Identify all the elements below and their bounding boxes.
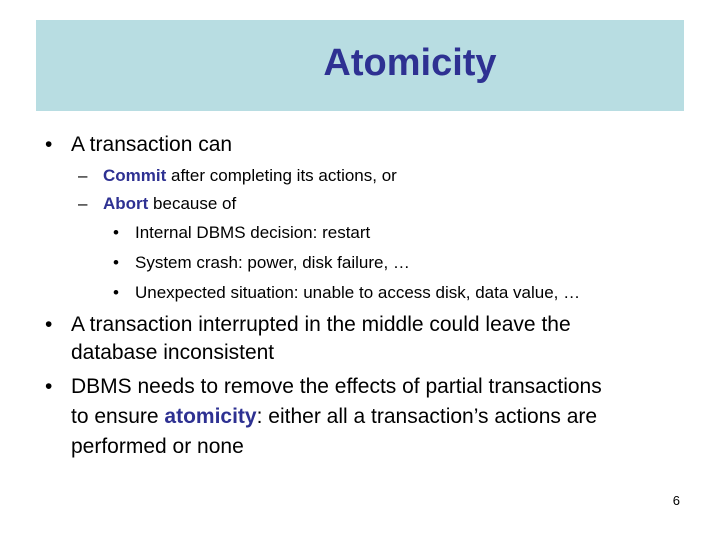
bullet-line-1: DBMS needs to remove the effects of partial transactions [71,375,602,398]
reason-text: System crash: power, disk failure, … [135,253,410,272]
reason-text: Internal DBMS decision: restart [135,223,371,242]
sub-bullet-text [103,165,397,187]
bullet-marker: • [45,133,53,156]
bullet-line-3: performed or none [71,435,244,458]
dash-marker: – [78,194,88,213]
commit-rest: after completing its actions, or [166,166,397,185]
line2-post: : either all a transaction’s actions are [256,405,598,428]
bullet-marker: • [113,223,119,242]
bullet-marker: • [45,375,53,398]
bullet-marker: • [113,253,119,272]
reason-text: Unexpected situation: unable to access disk, data value, … [135,283,581,302]
line2-pre: to ensure [71,405,165,428]
slide-title: Atomicity [323,42,497,84]
bullet-text: A transaction can [71,133,233,156]
bullet-marker: • [113,283,119,302]
bullet-marker: • [45,313,53,336]
page-number: 6 [672,493,680,508]
commit-keyword: Commit [103,166,167,185]
dash-marker: – [78,166,88,185]
sub-bullet-text [103,193,236,215]
bullet-line-2: database inconsistent [71,341,275,364]
atomicity-keyword: atomicity [164,405,257,428]
abort-rest: because of [148,194,237,213]
bullet-line-1: A transaction interrupted in the middle could leave the [71,313,571,336]
bullet-line-2 [71,403,691,431]
abort-keyword: Abort [103,194,149,213]
